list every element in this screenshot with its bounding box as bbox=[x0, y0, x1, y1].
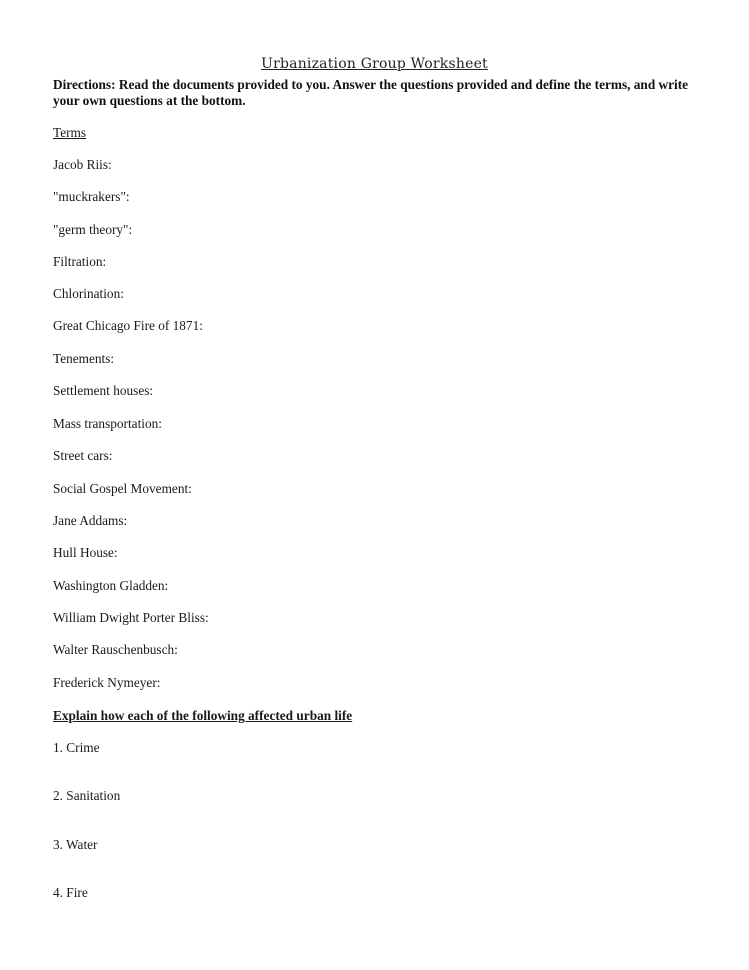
term-item: Filtration: bbox=[53, 254, 107, 269]
term-item: William Dwight Porter Bliss: bbox=[53, 610, 209, 625]
term-item: Hull House: bbox=[53, 545, 118, 560]
term-item: Walter Rauschenbusch: bbox=[53, 642, 178, 657]
section-heading: Explain how each of the following affected urban life bbox=[53, 708, 353, 723]
term-item: Tenements: bbox=[53, 351, 115, 366]
question-item: 1. Crime bbox=[53, 740, 100, 755]
term-item: Street cars: bbox=[53, 448, 113, 463]
question-item: 2. Sanitation bbox=[53, 788, 121, 803]
term-item: Chlorination: bbox=[53, 286, 124, 301]
term-item: "muckrakers": bbox=[53, 189, 130, 204]
worksheet-title: Urbanization Group Worksheet bbox=[261, 56, 488, 72]
term-item: Social Gospel Movement: bbox=[53, 481, 192, 496]
question-item: 3. Water bbox=[53, 837, 98, 852]
terms-heading: Terms bbox=[53, 125, 87, 140]
directions-text: Directions: Read the documents provided to you. Answer the questions provided and define the terms, and write your own questions at the bottom. bbox=[53, 77, 689, 108]
term-item: Washington Gladden: bbox=[53, 578, 169, 593]
term-item: Great Chicago Fire of 1871: bbox=[53, 318, 203, 333]
term-item: Frederick Nymeyer: bbox=[53, 675, 161, 690]
term-item: Settlement houses: bbox=[53, 383, 154, 398]
term-item: "germ theory": bbox=[53, 222, 133, 237]
term-item: Jacob Riis: bbox=[53, 157, 112, 172]
question-item: 4. Fire bbox=[53, 885, 88, 900]
term-item: Jane Addams: bbox=[53, 513, 128, 528]
term-item: Mass transportation: bbox=[53, 416, 162, 431]
